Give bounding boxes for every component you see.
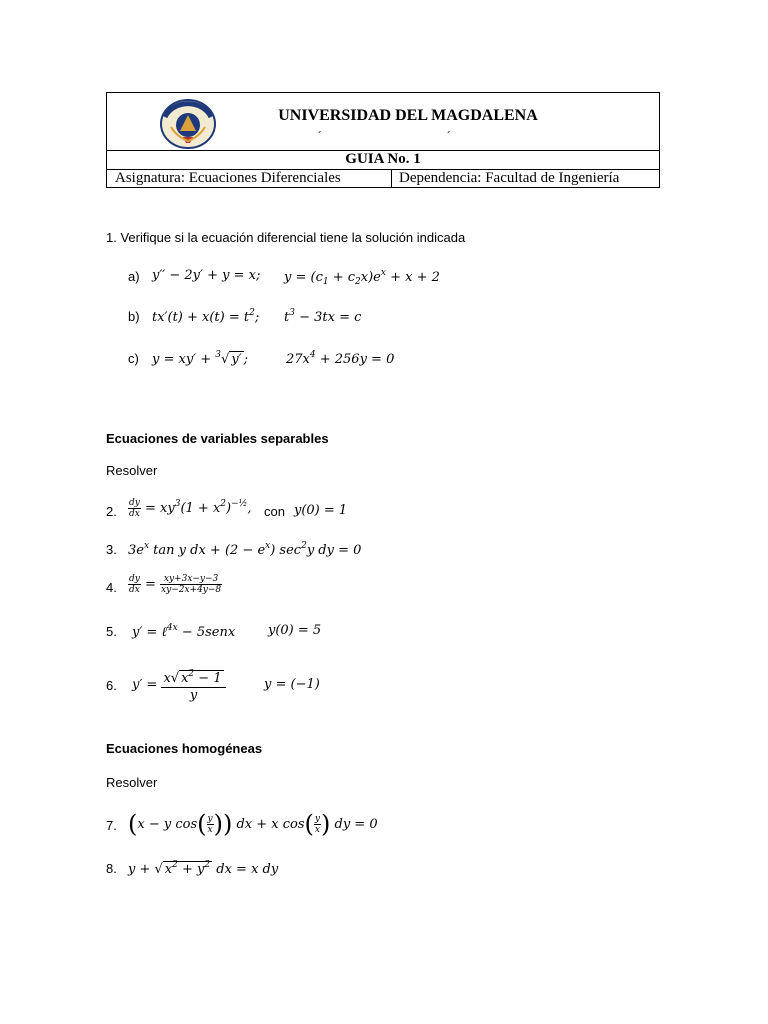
cell-divider	[391, 169, 392, 187]
equation: $3e^x$ tan y dx + $(2 - e^x)$ $\sec^2y$ dy = 0	[128, 541, 362, 558]
department-cell: Dependencia: Facultad de Ingeniería	[399, 170, 620, 186]
exercise-1-prompt: 1. Verifique si la ecuación diferencial tiene la solución indicada	[106, 230, 466, 245]
header-table	[106, 92, 660, 188]
exercise-8	[106, 858, 626, 880]
accent-mark: ´	[447, 129, 451, 143]
initial-condition: y(0) = 5	[268, 623, 322, 638]
university-name: UNIVERSIDAD DEL MAGDALENA	[278, 107, 538, 124]
exercise-6	[106, 664, 626, 708]
subject-cell: Asignatura: Ecuaciones Diferenciales	[115, 170, 341, 186]
equation: $tx'(t) + x(t) = t^2$;	[152, 308, 260, 325]
equation: $\frac{dy}{dx}$ = $\frac{xy+3x-y-3}{xy-2x+4y-8}$	[129, 574, 222, 595]
solution: $27x^4 + 256y = 0$	[286, 350, 395, 367]
equation: (x − y cos( $\frac{y}{x}$ )) dx + x cos( $\frac{y}{x}$ ) dy = 0	[128, 810, 378, 838]
equation: y = xy′ + $^3$√ y′ ;	[152, 350, 249, 367]
condition-word: con	[264, 504, 285, 519]
guide-row	[107, 150, 659, 170]
item-number: 6.	[106, 678, 117, 693]
solution: $y = (c_1 + c_2x)e^x + x + 2$	[284, 268, 440, 287]
section-heading: Ecuaciones homogéneas	[106, 741, 263, 756]
equation: y′′ − 2y′ + y = x;	[152, 268, 261, 283]
solution: $t^3 - 3tx = c$	[284, 308, 362, 325]
item-number: 7.	[106, 818, 117, 833]
instruction: Resolver	[106, 775, 158, 790]
equation: $\frac{dy}{dx}$ = $xy^3(1 + x^2)^{-\frac{1}{2}}$,	[129, 498, 252, 519]
header-title-row	[107, 93, 659, 151]
item-label: b)	[128, 309, 140, 324]
equation: y′ = ℓ$^{4x}$ − 5senx	[132, 623, 236, 640]
accent-mark: ´	[318, 129, 322, 143]
initial-condition: y = (−1)	[264, 677, 320, 692]
exercise-1b	[128, 308, 648, 328]
exercise-2	[106, 498, 626, 526]
exercise-7	[106, 808, 626, 842]
item-label: a)	[128, 269, 140, 284]
equation: y′ = $\frac{x√ x^2 - 1}{y}$	[132, 666, 226, 704]
item-number: 2.	[106, 504, 117, 519]
guide-title: GUIA No. 1	[345, 151, 421, 167]
exercise-1a	[128, 268, 648, 288]
section-heading: Ecuaciones de variables separables	[106, 431, 329, 446]
instruction: Resolver	[106, 463, 158, 478]
initial-condition: y(0) = 1	[294, 503, 348, 518]
exercise-1c	[128, 348, 648, 370]
exercise-4	[106, 574, 626, 602]
item-number: 3.	[106, 542, 117, 557]
exercise-5	[106, 622, 626, 642]
item-number: 5.	[106, 624, 117, 639]
item-label: c)	[128, 351, 139, 366]
equation: y + √ $x^2 + y^2$ dx = x dy	[128, 860, 279, 877]
info-row	[107, 169, 659, 187]
item-number: 4.	[106, 580, 117, 595]
item-number: 8.	[106, 861, 117, 876]
exercise-3	[106, 540, 626, 560]
